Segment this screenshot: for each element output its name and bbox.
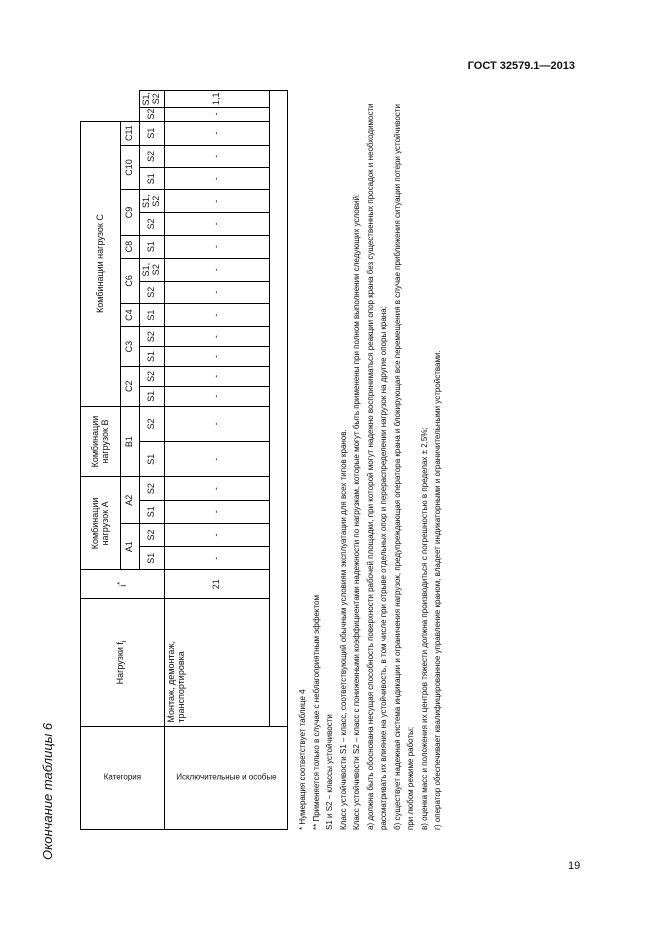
page-number: 19	[568, 860, 581, 872]
value-cell: -	[165, 121, 270, 145]
i-header-star: *	[115, 581, 125, 585]
value-cell: -	[165, 366, 270, 386]
sub-header: S1	[140, 235, 165, 258]
combo-a2: А2	[121, 477, 140, 523]
combo-c3: С3	[121, 327, 140, 367]
rotated-content	[80, 90, 500, 830]
i-header: i	[118, 584, 129, 587]
i-header-cell	[81, 570, 165, 599]
combo-c11: С11	[121, 121, 140, 145]
sub-header: S2	[140, 281, 165, 303]
load-header-cell	[81, 599, 165, 726]
sub-header: S2	[140, 107, 165, 121]
note-9: г) оператор обеспечивает квалифицированное управление краном, владеет индикаторными и ограничительными устройствами.	[433, 350, 442, 830]
combo-c10: С10	[121, 145, 140, 190]
row-i: 21	[165, 570, 270, 599]
combo-c6: С6	[121, 258, 140, 303]
combo-c2: С2	[121, 366, 140, 406]
note-4: Класс устойчивости S1 – класс, соответствующий обычным условиям эксплуатации для всех типов кранов.	[338, 429, 348, 830]
combo-a1: А1	[121, 523, 140, 569]
note-2: ** Применяется только в случае с неблагоприятным эффектом	[311, 595, 321, 830]
row-label: Монтаж, демонтаж, транспортировка	[165, 599, 270, 726]
value-cell: -	[165, 258, 270, 281]
sub-header: S1	[140, 386, 165, 406]
notes	[296, 95, 445, 830]
table-caption: Окончание таблицы 6	[40, 722, 55, 860]
sub-header: S1	[140, 347, 165, 367]
sub-header: S2	[140, 523, 165, 546]
value-cell: -	[165, 190, 270, 213]
sub-header: S1	[140, 303, 165, 326]
value-cell: -	[165, 386, 270, 406]
group-b-header: Комбинации нагрузок В	[81, 406, 121, 477]
group-c-header: Комбинации нагрузок С	[81, 121, 121, 406]
note-1: * Нумерация соответствует таблице 4	[298, 689, 307, 830]
value-cell: -	[165, 281, 270, 303]
note-8: в) оценка масс и положения их центров тяжести должна производиться с погрешностью в пределах ± 2,5%;	[419, 427, 429, 830]
load-header-sub: i	[119, 640, 129, 643]
value-cell: -	[165, 500, 270, 523]
combo-c4: С4	[121, 303, 140, 326]
combo-c8: С8	[121, 235, 140, 258]
category-header-cell	[81, 726, 165, 829]
standard-number: ГОСТ 32579.1—2013	[467, 60, 575, 72]
sub-header: S2	[140, 213, 165, 235]
sub-header: S1	[140, 168, 165, 190]
sub-header: S2	[140, 406, 165, 441]
sub-header: S1, S2	[140, 190, 165, 213]
value-cell: -	[165, 327, 270, 347]
category-header: Категория	[103, 772, 142, 782]
value-cell: -	[165, 235, 270, 258]
sub-header: S1, S2	[140, 91, 165, 108]
value-cell: -	[165, 547, 270, 570]
note-6: а) должна быть обоснована несущая способность поверхности рабочей площадки, при которой могут надежно восприниматься реакции опор крана без существенных просадок и необходимости рассматривать их влияние на устойчивость, в том числе при отрыве отдельных опор и перераспределении нагрузок на другие опоры крана;	[365, 103, 388, 830]
sub-header: S2	[140, 477, 165, 500]
group-a-header: Комбинации нагрузок А	[81, 477, 121, 570]
combo-c9: С9	[121, 190, 140, 235]
sub-header: S2	[140, 327, 165, 347]
value-cell: -	[165, 347, 270, 367]
sub-header: S1	[140, 442, 165, 477]
sub-header: S2	[140, 145, 165, 167]
value-cell: -	[165, 523, 270, 546]
value-cell: -	[165, 213, 270, 235]
value-cell: -	[165, 107, 270, 121]
value-cell: -	[165, 145, 270, 167]
category-value: Исключительные и особые	[175, 772, 277, 782]
value-cell: -	[165, 303, 270, 326]
sub-header: S1, S2	[140, 258, 165, 281]
value-cell: -	[165, 406, 270, 441]
sub-header: S1	[140, 500, 165, 523]
sub-header: S1	[140, 547, 165, 570]
sub-header: S1	[140, 121, 165, 145]
value-cell: -	[165, 477, 270, 500]
load-header: Нагрузки f	[115, 642, 126, 685]
empty-row	[270, 91, 288, 727]
value-cell: 1,1	[165, 91, 270, 108]
note-7: б) существует надежная система индикации и ограничения нагрузок, предупреждающая оператора крана и блокирующая все перемещения в случае приближения ситуации потери устойчивости при любом режиме работы;	[392, 104, 415, 830]
value-cell: -	[165, 168, 270, 190]
loads-table	[80, 90, 288, 830]
category-cell	[165, 726, 288, 829]
sub-header: S2	[140, 366, 165, 386]
note-5: Класс устойчивости S2 – класс с пониженными коэффициентами надежности по нагрузкам, которые могут быть применены при полном выполнении следующих условий:	[352, 193, 361, 830]
value-cell: -	[165, 442, 270, 477]
note-3: S1 и S2 – классы устойчивости	[325, 714, 334, 830]
combo-b1: В1	[121, 406, 140, 477]
